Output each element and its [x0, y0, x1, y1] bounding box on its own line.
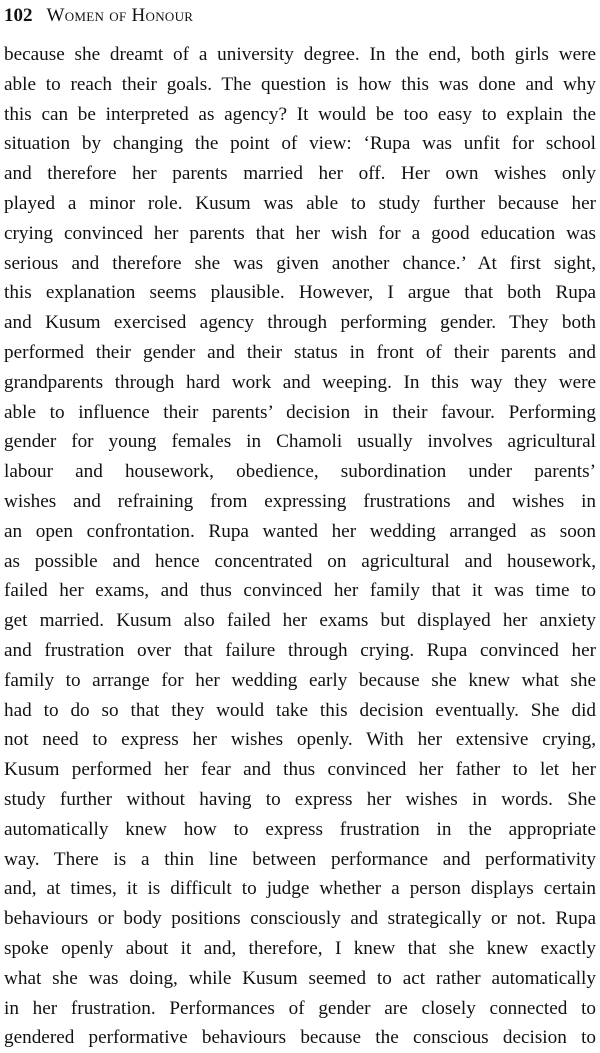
- text-line: behaviours or body positions consciously and strategically or not. Rupa: [4, 908, 596, 930]
- book-title: Women of Honour: [46, 5, 194, 26]
- text-line: had to do so that they would take this decision eventually. She did: [4, 699, 596, 721]
- text-line: able to reach their goals. The question is how this was done and why: [4, 73, 596, 95]
- text-line: and frustration over that failure through crying. Rupa convinced her: [4, 639, 596, 661]
- text-line: automatically knew how to express frustration in the appropriate: [4, 818, 596, 840]
- text-line: situation by changing the point of view: ‘Rupa was unfit for school: [4, 133, 596, 155]
- text-line: family to arrange for her wedding early because she knew what she: [4, 669, 596, 691]
- text-line: this explanation seems plausible. However, I argue that both Rupa: [4, 282, 596, 304]
- text-line: gender for young females in Chamoli usually involves agricultural: [4, 431, 596, 453]
- text-line: crying convinced her parents that her wish for a good education was: [4, 222, 596, 244]
- page-number: 102: [4, 5, 33, 26]
- text-line: able to influence their parents’ decision in their favour. Performing: [4, 401, 596, 423]
- text-line: failed her exams, and thus convinced her family that it was time to: [4, 580, 596, 602]
- text-line: gendered performative behaviours because the conscious decision to: [4, 1027, 596, 1049]
- text-line: performed their gender and their status in front of their parents and: [4, 341, 596, 363]
- text-line: and therefore her parents married her off. Her own wishes only: [4, 163, 596, 185]
- text-line: because she dreamt of a university degree. In the end, both girls were: [4, 44, 596, 65]
- text-line: grandparents through hard work and weeping. In this way they were: [4, 371, 596, 393]
- text-line: in her frustration. Performances of gender are closely connected to: [4, 997, 596, 1019]
- text-line: not need to express her wishes openly. With her extensive crying,: [4, 729, 596, 751]
- text-line: this can be interpreted as agency? It would be too easy to explain the: [4, 103, 596, 125]
- text-line: serious and therefore she was given another chance.’ At first sight,: [4, 252, 596, 274]
- text-line: spoke openly about it and, therefore, I knew that she knew exactly: [4, 937, 596, 959]
- text-line: what she was doing, while Kusum seemed to act rather automatically: [4, 967, 596, 989]
- text-line: get married. Kusum also failed her exams but displayed her anxiety: [4, 610, 596, 632]
- body-text: [4, 40, 596, 1053]
- text-line: and Kusum exercised agency through performing gender. They both: [4, 312, 596, 334]
- text-line: as possible and hence concentrated on agricultural and housework,: [4, 550, 596, 572]
- text-line: wishes and refraining from expressing frustrations and wishes in: [4, 490, 596, 512]
- text-line: labour and housework, obedience, subordination under parents’: [4, 461, 596, 483]
- text-line: Kusum performed her fear and thus convinced her father to let her: [4, 759, 596, 781]
- text-line: played a minor role. Kusum was able to study further because her: [4, 192, 596, 214]
- text-line: way. There is a thin line between performance and performativity: [4, 848, 596, 870]
- text-line: study further without having to express her wishes in words. She: [4, 788, 596, 810]
- text-line: and, at times, it is difficult to judge whether a person displays certain: [4, 878, 596, 900]
- running-head: [4, 4, 193, 28]
- text-line: an open confrontation. Rupa wanted her wedding arranged as soon: [4, 520, 596, 542]
